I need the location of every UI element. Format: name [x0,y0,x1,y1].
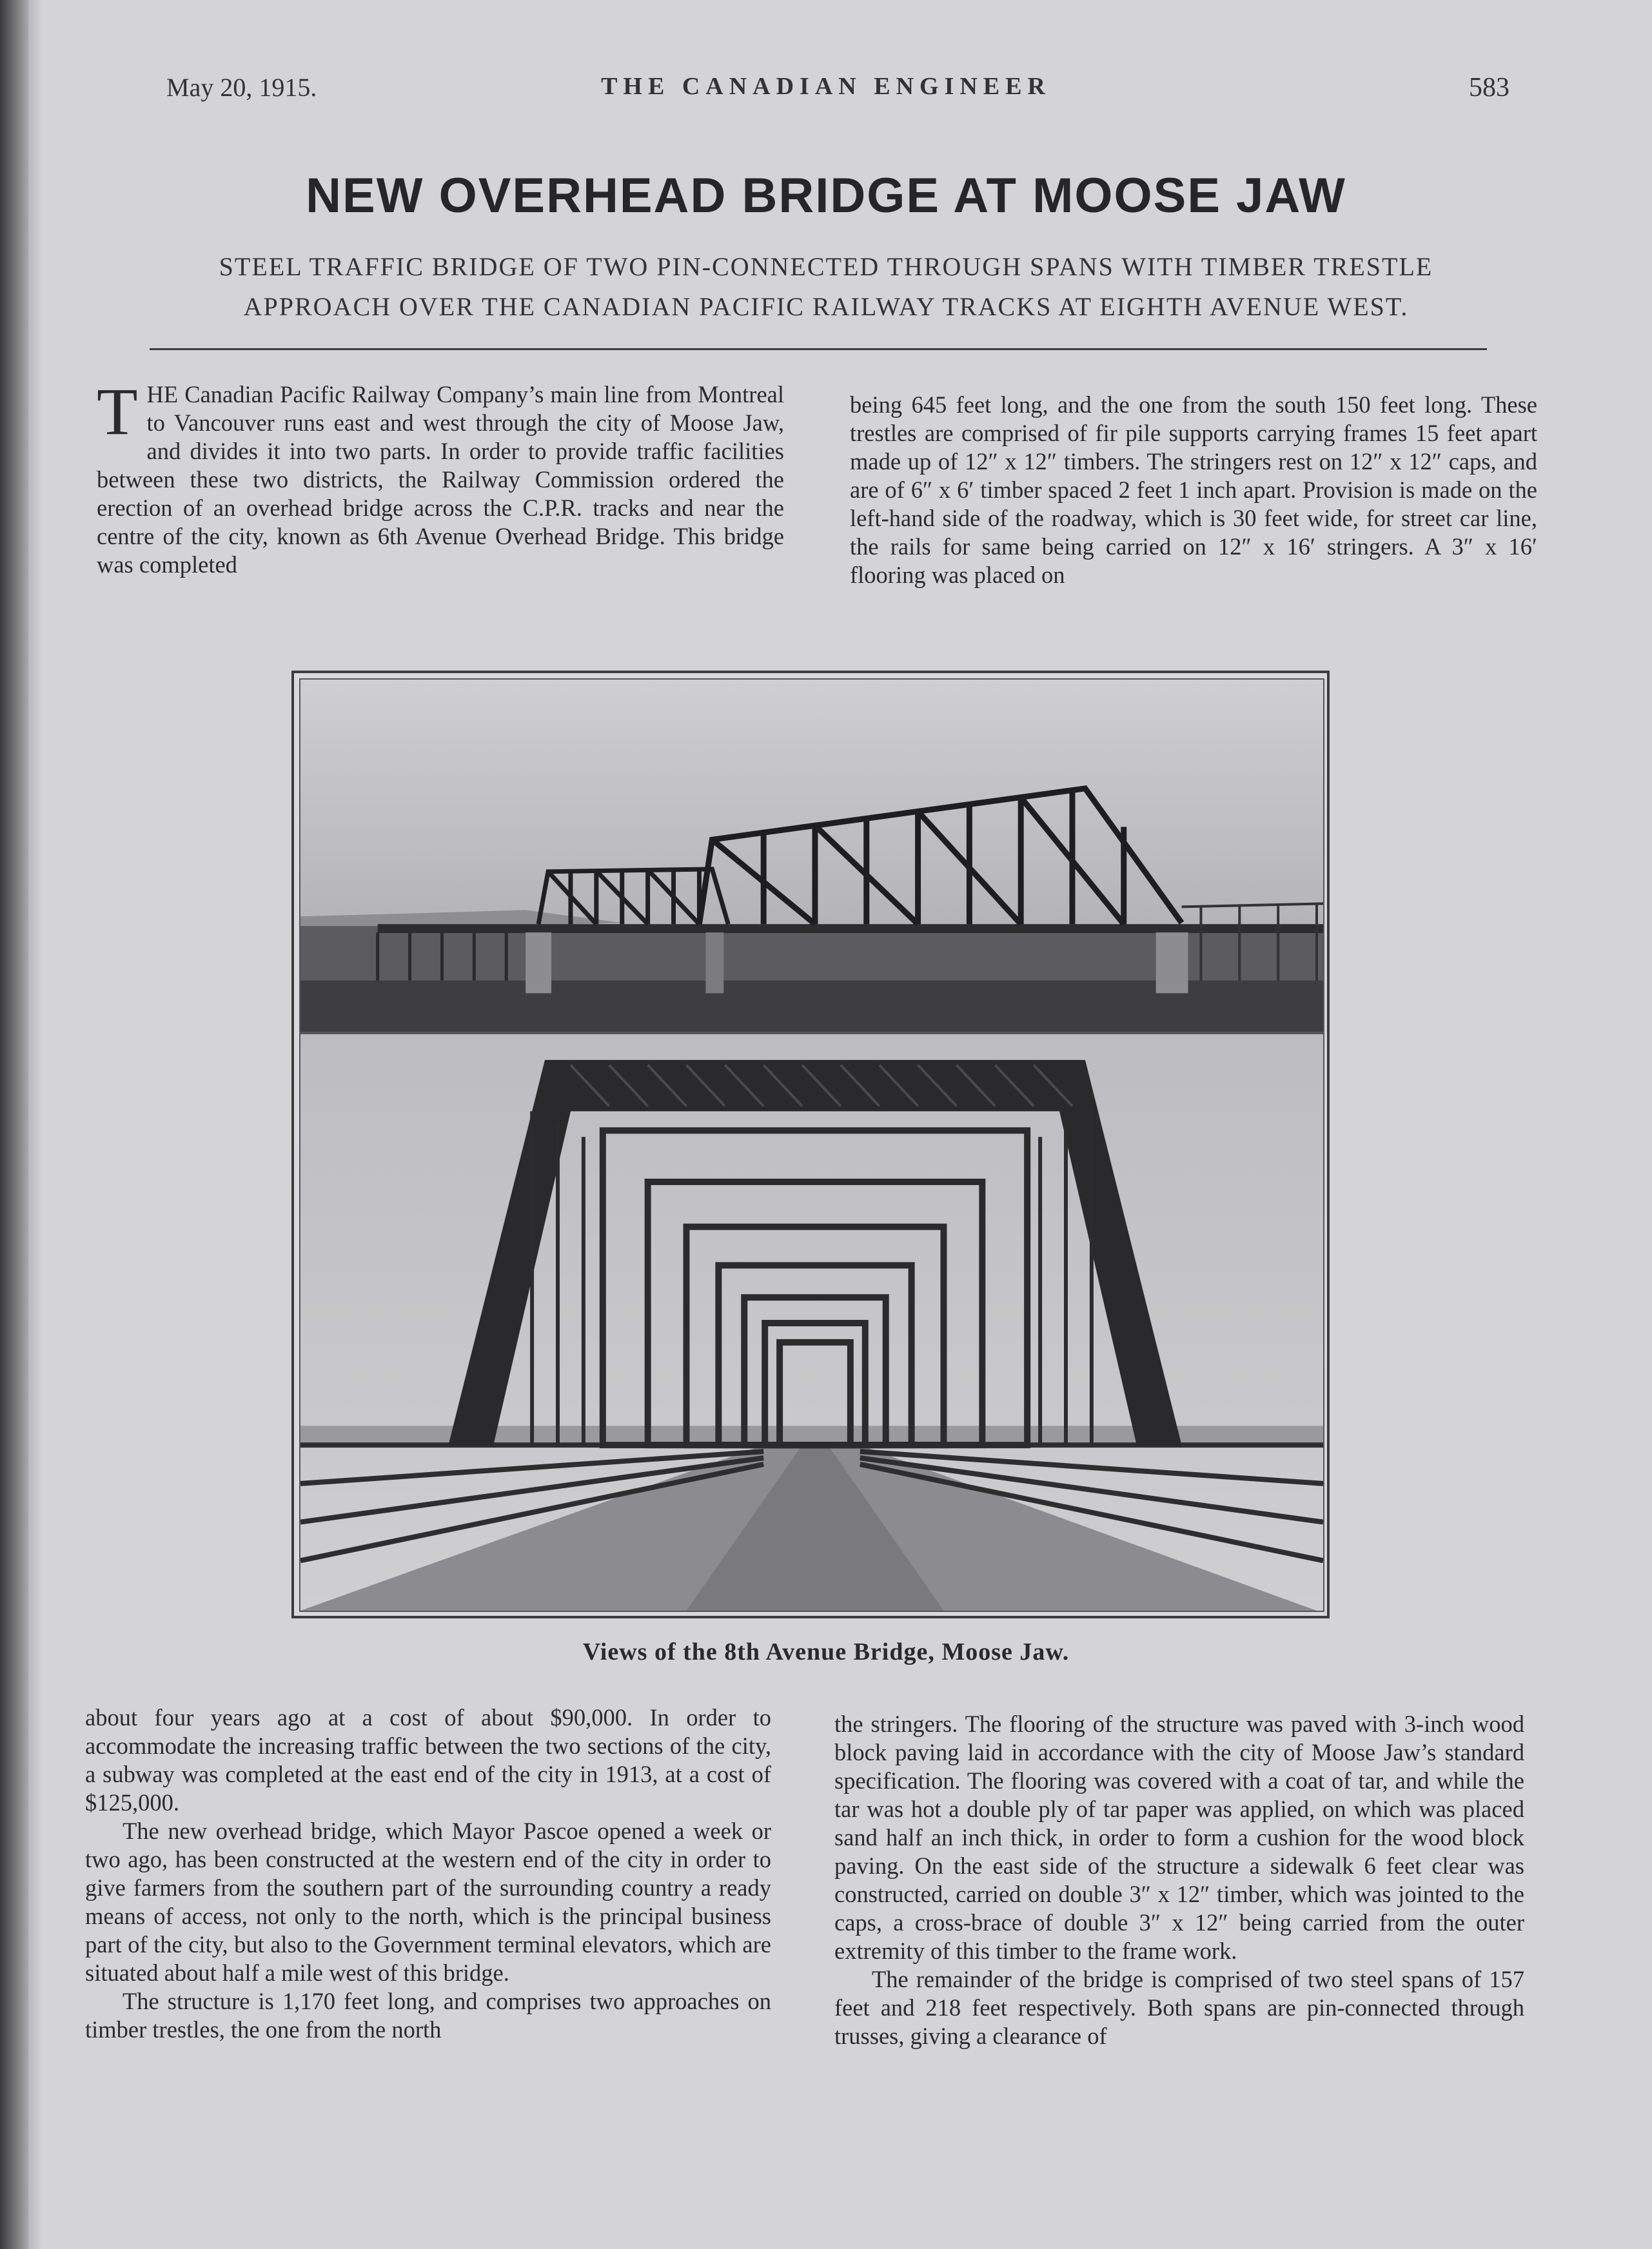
column-2-bottom [834,1710,1524,2050]
paragraph: The remainder of the bridge is comprised of two steel spans of 157 feet and 218 feet respectively. Both spans are pin-connected through trusses, giving a clearance of [834,1966,1524,2049]
bridge-deck-view-photo [299,1033,1324,1612]
page-gutter [28,0,43,2249]
journal-name: THE CANADIAN ENGINEER [601,73,1051,100]
column-1-top [97,375,784,579]
article-title: NEW OVERHEAD BRIDGE AT MOOSE JAW [306,168,1346,223]
paragraph: The structure is 1,170 feet long, and comprises two approaches on timber trestles, the one from the north [85,1988,771,2043]
paragraph: HE Canadian Pacific Railway Company’s main line from Montreal to Vancouver runs east and west through the city of Moose Jaw, and divides it into two parts. In order to provide traffic facilities between these two districts, the Railway Commission ordered the erection of an overhead bridge across the C.P.R. tracks and near the centre of the city, known as 6th Avenue Overhead Bridge. This bridge was completed [97,381,784,578]
book-spine-shadow [0,0,28,2249]
figure-caption: Views of the 8th Avenue Bridge, Moose Jaw. [582,1638,1070,1665]
column-2-top [850,391,1537,589]
page-number: 583 [1469,73,1509,103]
article-subtitle-line-1: STEEL TRAFFIC BRIDGE OF TWO PIN-CONNECTED THROUGH SPANS WITH TIMBER TRESTLE [219,252,1433,281]
column-1-bottom [85,1704,771,2044]
paragraph: The new overhead bridge, which Mayor Pascoe opened a week or two ago, has been constructed at the western end of the city in order to give farmers from the southern part of the surrounding country a ready means of access, not only to the north, which is the principal business part of the city, but also to the Government terminal elevators, which are situated about half a mile west of this bridge. [85,1818,771,1986]
photo-plate [291,671,1330,1618]
article-subtitle-line-2: APPROACH OVER THE CANADIAN PACIFIC RAILWAY TRACKS AT EIGHTH AVENUE WEST. [243,292,1409,321]
drop-cap: T [97,375,138,449]
bridge-side-view-photo [299,678,1324,1033]
title-rule [150,348,1487,350]
paragraph: about four years ago at a cost of about $90,000. In order to accommodate the increasing traffic between the two sections of the city, a subway was completed at the east end of the city in 1913, at a cost of $125,000. [85,1704,771,1816]
paragraph: being 645 feet long, and the one from the south 150 feet long. These trestles are comprised of fir pile supports carrying frames 15 feet apart made up of 12″ x 12″ timbers. The stringers rest on 12″ x 12″ caps, and are of 6″ x 6′ timber spaced 2 feet 1 inch apart. Provision is made on the left-hand side of the roadway, which is 30 feet wide, for street car line, the rails for same being carried on 12″ x 16′ stringers. A 3″ x 16′ flooring was placed on [850,391,1537,588]
paragraph: the stringers. The flooring of the structure was paved with 3-inch wood block paving laid in accordance with the city of Moose Jaw’s standard specification. The flooring was covered with a coat of tar, and while the tar was hot a double ply of tar paper was applied, on which was placed sand half an inch thick, in order to form a cushion for the wood block paving. On the east side of the structure a sidewalk 6 feet clear was constructed, carried on double 3″ x 12″ timber, which was jointed to the caps, a cross-brace of double 3″ x 12″ being carried from the outer extremity of this timber to the frame work. [834,1711,1524,1964]
issue-date: May 20, 1915. [166,73,317,102]
